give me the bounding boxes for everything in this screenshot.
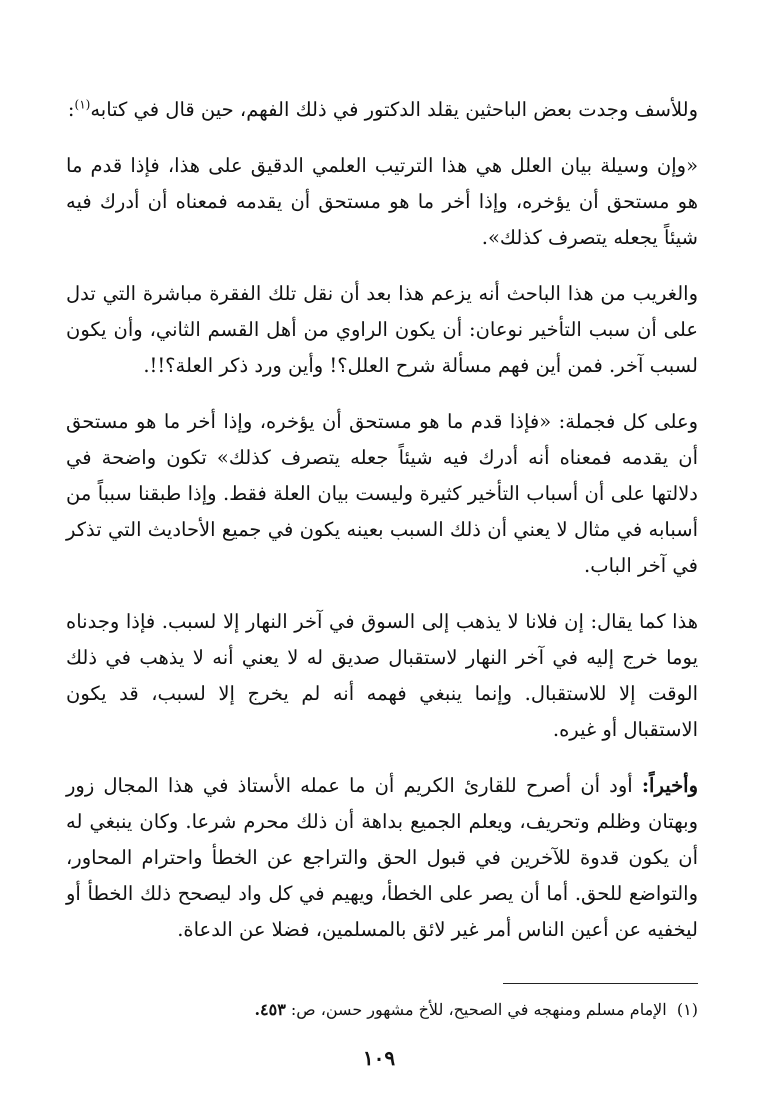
paragraph-4: وعلى كل فجملة: «فإذا قدم ما هو مستحق أن يؤخره، وإذا أخر ما هو مستحق أن يقدمه فمعناه أنه أدرك فيه شيئاً جعله يتصرف كذلك» تكون واضحة في دلالتها على أن أسباب التأخير كثيرة وليست بيان العلة فقط. وإذا طبقنا سبباً من أسبابه في مثال لا يعني أن ذلك السبب بعينه يكون في جميع الأحاديث التي تذكر في آخر الباب. <box>66 410 698 577</box>
footnote-text: الإمام مسلم ومنهجه في الصحيح، للأخ مشهور حسن، ص: <box>290 1000 667 1019</box>
page-body <box>66 92 698 968</box>
paragraph-5: هذا كما يقال: إن فلانا لا يذهب إلى السوق في آخر النهار إلا لسبب. فإذا وجدناه يوما خرج إليه في آخر النهار لاستقبال صديق له لا يعني أنه لا يذهب في ذلك الوقت إلا للاستقبال. وإنما ينبغي فهمه أنه لم يخرج إلا لسبب، قد يكون الاستقبال أو غيره. <box>66 610 698 741</box>
paragraph-6 <box>66 768 698 948</box>
paragraph-1-colon: : <box>67 98 75 121</box>
footnote-page: ٤٥٣. <box>254 1000 286 1019</box>
footnote-marker: (١) <box>676 1000 698 1019</box>
paragraph-1 <box>66 92 698 128</box>
paragraph-6-text: أود أن أصرح للقارئ الكريم أن ما عمله الأستاذ في هذا المجال زور وبهتان وظلم وتحريف، ويعلم الجميع بداهة أن ذلك محرم شرعا. وكان ينبغي له أن يكون قدوة للآخرين في قبول الحق والتراجع عن الخطأ واحترام المحاور، والتواضع للحق. أما أن يصر على الخطأ، ويهيم في كل واد ليصحح ذلك الخطأ أو ليخفيه عن أعين الناس أمر غير لائق بالمسلمين، فضلا عن الدعاة. <box>66 774 698 941</box>
page-number: ١٠٩ <box>362 1046 396 1070</box>
paragraph-1-text: وللأسف وجدت بعض الباحثين يقلد الدكتور في ذلك الفهم، حين قال في كتابه <box>90 98 698 121</box>
paragraph-6-lead: وأخيراً: <box>641 774 698 797</box>
footnote-divider <box>503 983 698 984</box>
footnote <box>58 996 698 1024</box>
paragraph-3: والغريب من هذا الباحث أنه يزعم هذا بعد أن نقل تلك الفقرة مباشرة التي تدل على أن سبب التأخير نوعان: أن يكون الراوي من أهل القسم الثاني، وأن يكون لسبب آخر. فمن أين فهم مسألة شرح العلل؟! وأين ورد ذكر العلة؟!!. <box>66 282 698 377</box>
paragraph-2-quote: «وإن وسيلة بيان العلل هي هذا الترتيب العلمي الدقيق على هذا، فإذا قدم ما هو مستحق أن يؤخره، وإذا أخر ما هو مستحق أن يقدمه فمعناه أن أدرك فيه شيئاً يجعله يتصرف كذلك». <box>66 154 698 249</box>
footnote-reference[interactable]: (١) <box>74 97 91 112</box>
